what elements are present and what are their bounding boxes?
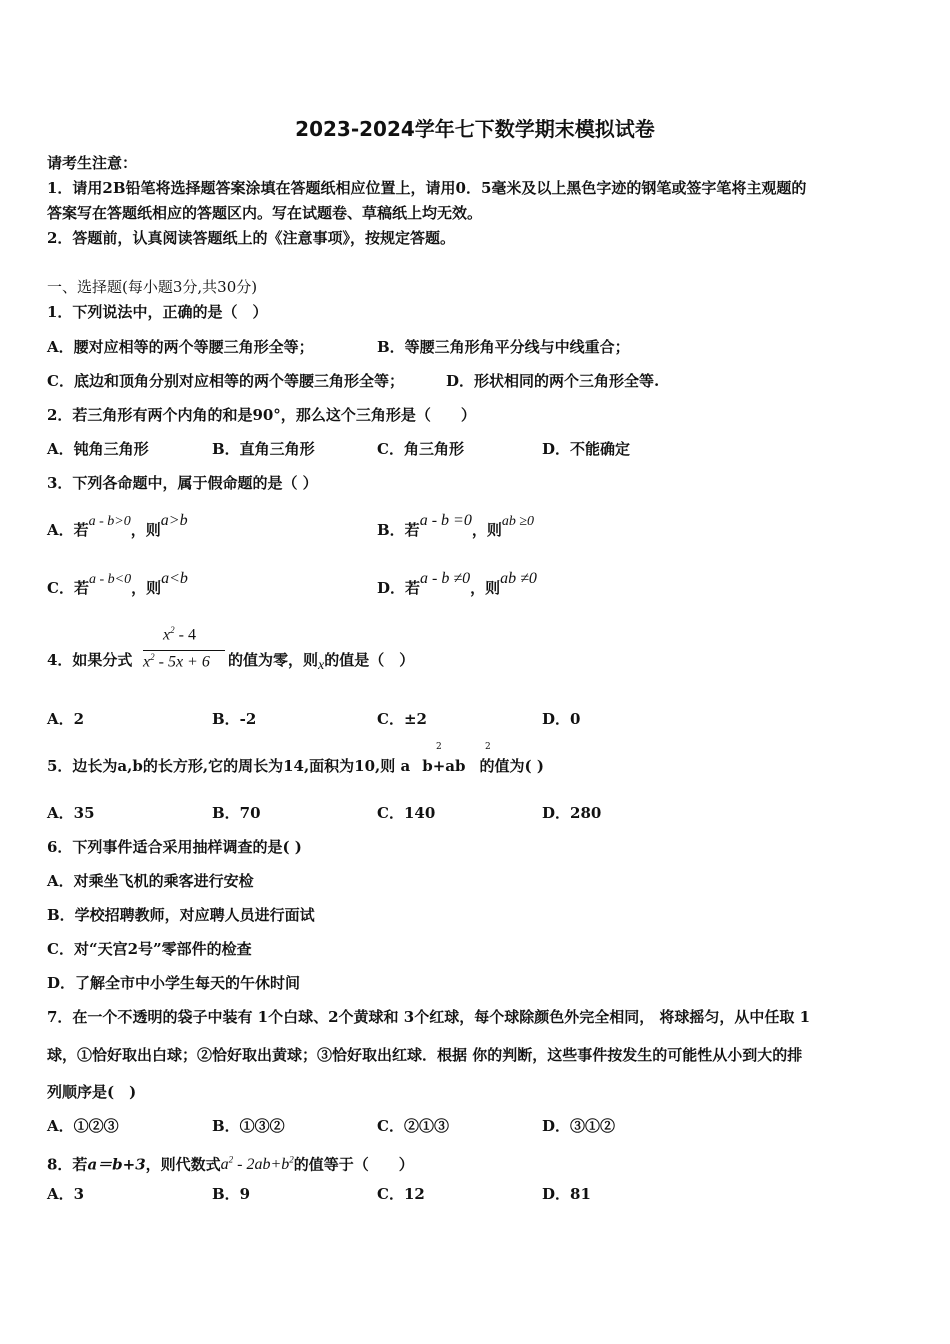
notice-heading: 请考生注意： xyxy=(47,154,138,172)
q6-stem: 6．下列事件适合采用抽样调查的是( ) xyxy=(47,838,302,856)
q7-option-c: C．②①③ xyxy=(377,1117,449,1135)
q4-stem-rest xyxy=(228,650,414,672)
q8-stem-mid: ，则代数式 xyxy=(145,1155,221,1174)
q1-option-b: B．等腰三角形角平分线与中线重合； xyxy=(377,338,630,356)
q1-option-c: C．底边和顶角分别对应相等的两个等腰三角形全等； xyxy=(47,372,404,390)
q1-stem: 1．下列说法中，正确的是（ ） xyxy=(47,303,268,321)
q2-option-c: C．角三角形 xyxy=(377,440,464,458)
q3-d-label: D．若 xyxy=(377,579,421,597)
q1-option-a: A．腰对应相等的两个等腰三角形全等； xyxy=(47,338,314,356)
q8-stem-pre: 8．若 xyxy=(47,1155,88,1174)
page-title: 2023-2024学年七下数学期末模拟试卷 xyxy=(295,117,655,141)
q3-b-condition: a - b =0 xyxy=(419,512,472,529)
q8-option-a: A．3 xyxy=(47,1185,85,1203)
q4-option-c: C．±2 xyxy=(377,710,427,728)
q3-d-then: ，则 xyxy=(470,579,501,597)
q5-option-c: C．140 xyxy=(377,804,436,822)
q7-option-b: B．①③② xyxy=(212,1117,285,1135)
q3-c-then: ，则 xyxy=(131,579,162,597)
q4-option-b: B．-2 xyxy=(212,710,257,728)
q6-option-c: C．对“天宫2号”零部件的检查 xyxy=(47,940,252,958)
q4-stem-post: 的值是（ ） xyxy=(324,651,415,669)
q5-exponent-2: 2 xyxy=(485,742,491,752)
q6-option-b: B．学校招聘教师，对应聘人员进行面试 xyxy=(47,906,315,924)
q2-stem: 2．若三角形有两个内角的和是90°，那么这个三角形是（ ） xyxy=(47,406,476,424)
q4-fraction-bar xyxy=(143,650,225,651)
q3-b-result: ab ≥0 xyxy=(501,514,535,529)
q3-stem: 3．下列各命题中，属于假命题的是（ ） xyxy=(47,474,318,492)
notice-item-1-line-1: 1．请用2B铅笔将选择题答案涂填在答题纸相应位置上，请用0．5毫米及以上黑色字迹的钢笔或签字笔将主观题的 xyxy=(47,179,807,197)
q4-option-a: A．2 xyxy=(47,710,85,728)
q5-option-d: D．280 xyxy=(542,804,602,822)
q8-stem-post: 的值等于（ ） xyxy=(293,1155,414,1174)
q8-stem xyxy=(47,1150,414,1175)
q3-d-result: ab ≠0 xyxy=(500,570,537,587)
q4-stem-mid: 的值为零，则 xyxy=(228,651,319,669)
q7-option-d: D．③①② xyxy=(542,1117,616,1135)
q3-d-condition: a - b ≠0 xyxy=(420,570,471,587)
q8-option-d: D．81 xyxy=(542,1185,591,1203)
q3-a-result: a>b xyxy=(160,512,188,529)
q3-c-condition: a - b<0 xyxy=(88,572,132,587)
q3-c-label: C．若 xyxy=(47,579,89,597)
q4-numerator: $x^2 - 4$ xyxy=(163,625,196,644)
q3-option-a xyxy=(47,512,188,542)
q6-option-d: D．了解全市中小学生每天的午休时间 xyxy=(47,974,301,992)
notice-item-1-line-2: 答案写在答题纸相应的答题区内。写在试题卷、草稿纸上均无效。 xyxy=(47,204,483,222)
q4-variable: x xyxy=(318,658,325,673)
q7-stem-line-1: 7．在一个不透明的袋子中装有 1个白球、2个黄球和 3个红球，每个球除颜色外完全相同， 将球摇匀，从中任取 1 xyxy=(47,1008,811,1026)
q5-stem xyxy=(47,756,544,776)
q2-option-d: D．不能确定 xyxy=(542,440,631,458)
q3-a-label: A．若 xyxy=(47,521,89,539)
q3-b-label: B．若 xyxy=(377,521,420,539)
q5-option-a: A．35 xyxy=(47,804,95,822)
q3-option-b xyxy=(377,512,535,542)
q7-stem-line-2: 球，①恰好取出白球；②恰好取出黄球；③恰好取出红球．根据 你的判断，这些事件按发生的可能性从小到大的排 xyxy=(47,1046,803,1064)
q3-option-d xyxy=(377,570,537,599)
q7-stem-line-3: 列顺序是( ) xyxy=(47,1083,137,1101)
q8-option-b: B．9 xyxy=(212,1185,251,1203)
q7-option-a: A．①②③ xyxy=(47,1117,119,1135)
q3-b-then: ，则 xyxy=(471,521,502,539)
q5-stem-part-c: 的值为( ) xyxy=(479,757,544,775)
section-heading: 一、选择题(每小题3分,共30分) xyxy=(47,278,258,296)
q8-option-c: C．12 xyxy=(377,1185,425,1203)
q2-option-a: A．钝角三角形 xyxy=(47,440,149,458)
q5-stem-part-b: b+ab xyxy=(422,757,466,775)
notice-item-2: 2．答题前，认真阅读答题纸上的《注意事项》，按规定答题。 xyxy=(47,229,455,247)
q6-option-a: A．对乘坐飞机的乘客进行安检 xyxy=(47,872,254,890)
q5-exponent-1: 2 xyxy=(436,742,442,752)
q3-option-c xyxy=(47,570,188,600)
q4-denominator: $x^2 - 5x + 6$ xyxy=(143,652,210,671)
q4-option-d: D．0 xyxy=(542,710,581,728)
q3-a-condition: a - b>0 xyxy=(88,514,131,529)
q3-a-then: ，则 xyxy=(130,521,161,539)
q1-option-d: D．形状相同的两个三角形全等. xyxy=(446,372,660,390)
q8-condition: a＝b+3 xyxy=(87,1155,146,1174)
q2-option-b: B．直角三角形 xyxy=(212,440,315,458)
q3-c-result: a<b xyxy=(161,570,188,587)
q4-fraction xyxy=(143,625,227,675)
q4-stem-pre: 4．如果分式 xyxy=(47,651,133,669)
q8-expression: $a^2 - 2ab+b^2$ xyxy=(220,1155,294,1174)
q5-stem-part-a: 5．边长为a,b的长方形,它的周长为14,面积为10,则 a xyxy=(47,757,411,775)
q5-option-b: B．70 xyxy=(212,804,261,822)
